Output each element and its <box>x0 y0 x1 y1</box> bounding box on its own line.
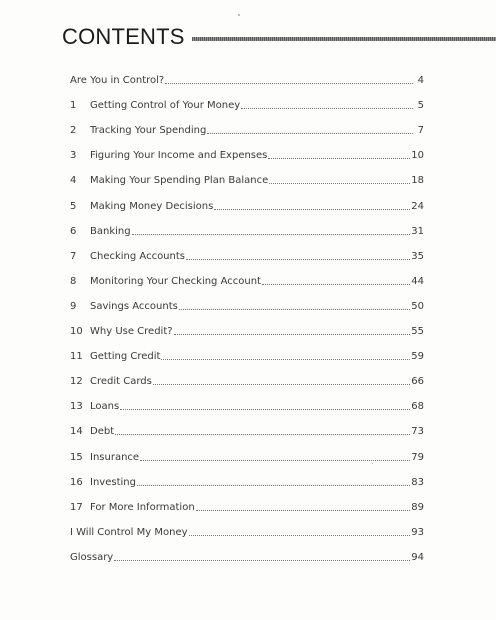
table-of-contents <box>70 62 424 564</box>
chapter-title: Getting Credit <box>90 351 161 363</box>
page-number: 44 <box>411 275 424 287</box>
page-number: 68 <box>411 401 424 413</box>
chapter-number: 1 <box>70 100 77 112</box>
toc-entry <box>70 338 424 363</box>
chapter-number: 15 <box>70 451 83 463</box>
dot-leader <box>165 82 413 84</box>
chapter-title: Insurance <box>90 451 140 463</box>
page-title: CONTENTS <box>62 24 185 49</box>
dot-leader <box>207 132 413 134</box>
chapter-title: Monitoring Your Checking Account <box>90 275 261 287</box>
chapter-title: Glossary <box>70 551 114 563</box>
chapter-title: Why Use Credit? <box>90 326 173 338</box>
toc-entry <box>70 288 424 313</box>
dot-leader <box>120 408 410 410</box>
chapter-title: Loans <box>90 401 120 413</box>
dot-leader <box>262 283 410 285</box>
dot-leader <box>161 358 410 360</box>
page-number: 50 <box>411 300 424 312</box>
dot-leader <box>153 383 410 385</box>
chapter-number: 3 <box>70 150 77 162</box>
chapter-title: Making Your Spending Plan Balance <box>90 175 269 187</box>
page-number: 93 <box>411 526 424 538</box>
chapter-number: 8 <box>70 275 77 287</box>
toc-entry <box>70 489 424 514</box>
chapter-number: 6 <box>70 225 77 237</box>
page-number: 31 <box>411 225 424 237</box>
paper-speck <box>372 463 373 464</box>
page-number: 7 <box>417 125 424 137</box>
page-number: 4 <box>417 75 424 87</box>
toc-entry <box>70 62 424 87</box>
chapter-title: Are You in Control? <box>70 75 165 87</box>
toc-entry <box>70 213 424 238</box>
chapter-number: 2 <box>70 125 77 137</box>
chapter-title: Savings Accounts <box>90 300 178 312</box>
chapter-number: 7 <box>70 250 77 262</box>
toc-entry <box>70 363 424 388</box>
chapter-title: Tracking Your Spending <box>90 125 207 137</box>
paper-speck <box>238 14 240 16</box>
toc-entry <box>70 238 424 263</box>
page-number: 66 <box>411 376 424 388</box>
chapter-title: Getting Control of Your Money <box>90 100 241 112</box>
toc-entry <box>70 162 424 187</box>
dot-leader <box>189 534 411 536</box>
page-number: 10 <box>411 150 424 162</box>
dot-leader <box>174 333 411 335</box>
chapter-title: Checking Accounts <box>90 250 185 262</box>
dot-leader <box>241 107 413 109</box>
contents-header <box>62 22 496 52</box>
toc-entry <box>70 87 424 112</box>
page-number: 94 <box>411 551 424 563</box>
dot-leader <box>214 208 410 210</box>
dot-leader <box>115 433 410 435</box>
chapter-number: 14 <box>70 426 83 438</box>
page-number: 89 <box>411 501 424 513</box>
toc-entry <box>70 514 424 539</box>
toc-entry <box>70 438 424 463</box>
chapter-title: I Will Control My Money <box>70 526 188 538</box>
chapter-title: Investing <box>90 476 136 488</box>
chapter-number: 11 <box>70 351 83 363</box>
page-number: 35 <box>411 250 424 262</box>
toc-entry <box>70 137 424 162</box>
chapter-title: Making Money Decisions <box>90 200 214 212</box>
toc-entry <box>70 187 424 212</box>
dot-leader <box>186 258 410 260</box>
page-number: 55 <box>411 326 424 338</box>
page-number: 79 <box>411 451 424 463</box>
title-rule <box>192 37 496 41</box>
dot-leader <box>132 233 411 235</box>
page-number: 73 <box>411 426 424 438</box>
page-number: 24 <box>411 200 424 212</box>
chapter-title: Banking <box>90 225 131 237</box>
chapter-title: Debt <box>90 426 115 438</box>
toc-entry <box>70 112 424 137</box>
dot-leader <box>268 157 410 159</box>
chapter-number: 16 <box>70 476 83 488</box>
dot-leader <box>269 182 410 184</box>
toc-entry <box>70 263 424 288</box>
chapter-title: Figuring Your Income and Expenses <box>90 150 268 162</box>
toc-entry <box>70 539 424 564</box>
toc-entry <box>70 464 424 489</box>
page-number: 5 <box>417 100 424 112</box>
toc-entry <box>70 388 424 413</box>
chapter-number: 17 <box>70 501 83 513</box>
toc-entry <box>70 413 424 438</box>
dot-leader <box>137 484 410 486</box>
chapter-title: For More Information <box>90 501 195 513</box>
page-number: 59 <box>411 351 424 363</box>
dot-leader <box>140 459 410 461</box>
page-number: 83 <box>411 476 424 488</box>
chapter-number: 5 <box>70 200 77 212</box>
dot-leader <box>114 559 410 561</box>
page-number: 18 <box>411 175 424 187</box>
chapter-number: 12 <box>70 376 83 388</box>
chapter-number: 9 <box>70 300 77 312</box>
dot-leader <box>179 308 410 310</box>
chapter-number: 10 <box>70 326 83 338</box>
chapter-number: 4 <box>70 175 77 187</box>
chapter-number: 13 <box>70 401 83 413</box>
toc-entry <box>70 313 424 338</box>
chapter-title: Credit Cards <box>90 376 152 388</box>
dot-leader <box>196 509 411 511</box>
